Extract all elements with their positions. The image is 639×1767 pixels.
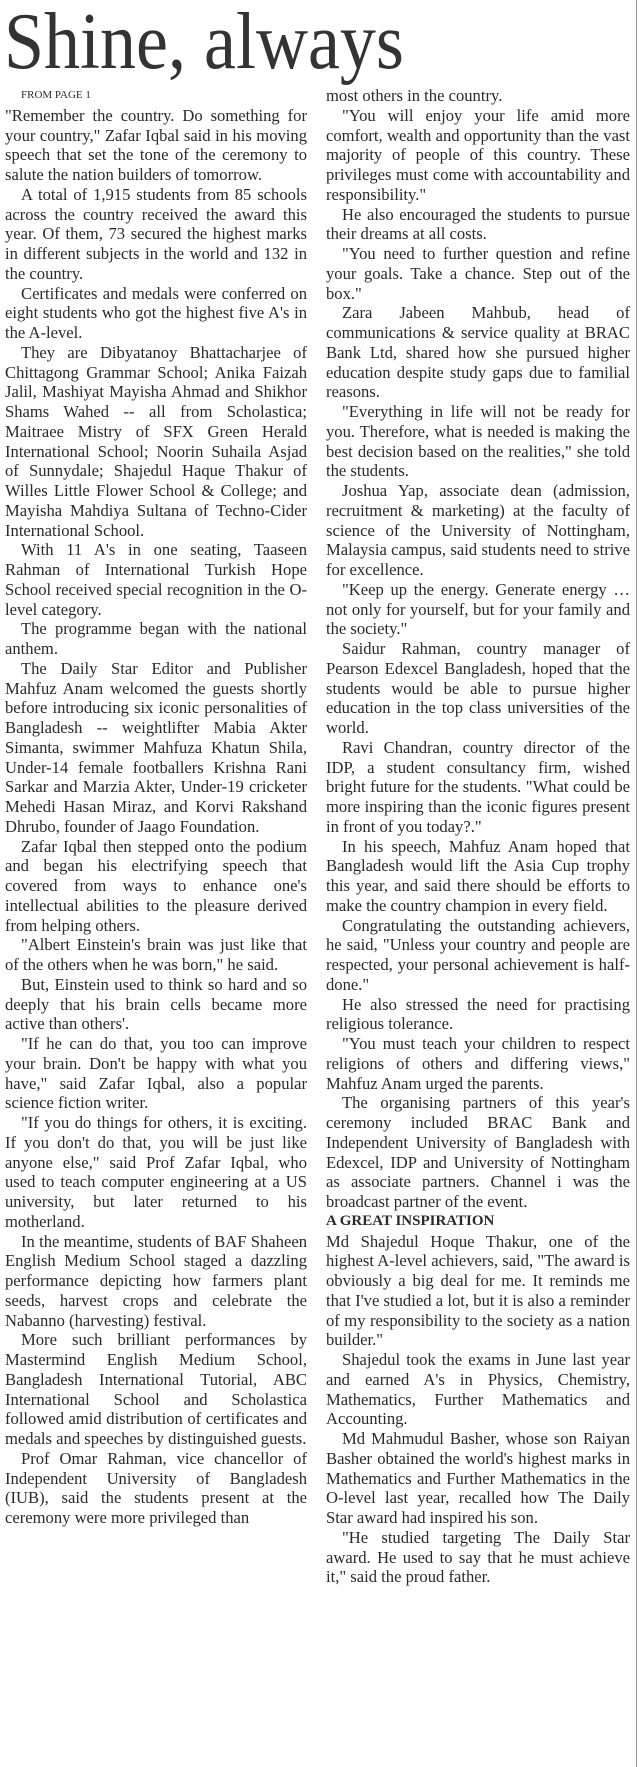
paragraph: Congratulating the outstanding achievers, he said, "Unless your country and people are respected, your personal achievement is half-done.": [326, 915, 630, 994]
paragraph: Md Mahmudul Basher, whose son Raiyan Basher obtained the world's highest marks in Mathematics and Further Mathematics in the O-level last year, recalled how The Daily Star award had inspired his son.: [326, 1429, 630, 1527]
paragraph: "You must teach your children to respect religions of others and differing views," Mahfuz Anam urged the parents.: [326, 1034, 630, 1093]
paragraph: Joshua Yap, associate dean (admission, recruitment & marketing) at the faculty of science of the University of Nottingham, Malaysia campus, said students need to strive for excellence.: [326, 481, 630, 579]
paragraph: With 11 A's in one seating, Taaseen Rahman of International Turkish Hope School received special recognition in the O-level category.: [5, 540, 307, 619]
paragraph: But, Einstein used to think so hard and so deeply that his brain cells became more active than others'.: [5, 974, 307, 1034]
article-column-right: [326, 86, 630, 1587]
paragraph: "If he can do that, you too can improve your brain. Don't be happy with what you have," said Zafar Iqbal, also a popular science fiction writer.: [5, 1034, 307, 1113]
paragraph: Zafar Iqbal then stepped onto the podium and began his electrifying speech that covered from ways to enhance one's intellectual abilities to the pleasure derived from helping others.: [5, 836, 307, 935]
paragraph: "You need to further question and refine your goals. Take a chance. Step out of the box.": [326, 244, 630, 303]
paragraph: Md Shajedul Hoque Thakur, one of the highest A-level achievers, said, "The award is obviously a big deal for me. It reminds me that I've studied a lot, but it is also a reminder of my responsibility to the society as a nation builder.": [326, 1231, 630, 1350]
kicker: FROM PAGE 1: [21, 89, 91, 101]
paragraph: "Everything in life will not be ready for you. Therefore, what is needed is making the best decision based on the realities," she told the students.: [326, 402, 630, 481]
paragraph: "You will enjoy your life amid more comfort, wealth and opportunity than the vast majority of people of this country. These privileges must come with accountability and responsibility.": [326, 105, 630, 204]
paragraph: "If you do things for others, it is exciting. If you don't do that, you will be just like anyone else," said Prof Zafar Iqbal, who used to teach computer engineering at a US university, but later returned to his motherland.: [5, 1113, 307, 1231]
paragraph: The organising partners of this year's ceremony included BRAC Bank and Independent University of Bangladesh with Edexcel, IDP and University of Nottingham as associate partners. Channel i was the broadcast partner of the event.: [326, 1093, 630, 1211]
paragraph: The programme began with the national anthem.: [5, 619, 307, 658]
paragraph: "Keep up the energy. Generate energy … not only for yourself, but for your family and the society.": [326, 579, 630, 639]
paragraph: Shajedul took the exams in June last year and earned A's in Physics, Chemistry, Mathematics, Further Mathematics and Accounting.: [326, 1350, 630, 1429]
page-edge-rule: [636, 0, 637, 1767]
paragraph: In his speech, Mahfuz Anam hoped that Bangladesh would lift the Asia Cup trophy this year, and said there should be efforts to make the country champion in every field.: [326, 836, 630, 915]
paragraph: A total of 1,915 students from 85 schools across the country received the award this year. Of them, 73 secured the highest marks in different subjects in the world and 132 in the country.: [5, 184, 307, 283]
article-column-left: [5, 86, 307, 1528]
paragraph: "He studied targeting The Daily Star award. He used to say that he must achieve it," said the proud father.: [326, 1527, 630, 1587]
paragraph: In the meantime, students of BAF Shaheen English Medium School staged a dazzling performance depicting how farmers plant seeds, harvest crops and celebrate the Nabanno (harvesting) festival.: [5, 1231, 307, 1330]
paragraph: They are Dibyatanoy Bhattacharjee of Chittagong Grammar School; Anika Faizah Jalil, Mashiyat Mayisha Ahmad and Shikhor Shams Wahed -- all from Scholastica; Maitraee Mistry of SFX Green Herald International School; Noorin Suhaila Asjad of Sunnydale; Shajedul Haque Thakur of Willes Little Flower School & College; and Mayisha Mahdiya Sultana of Techno-Cider International School.: [5, 342, 307, 540]
paragraph: "Remember the country. Do something for your country," Zafar Iqbal said in his moving speech that set the tone of the ceremony to salute the nation builders of tomorrow.: [5, 105, 307, 184]
paragraph: Prof Omar Rahman, vice chancellor of Independent University of Bangladesh (IUB), said the students present at the ceremony were more privileged than: [5, 1448, 307, 1527]
paragraph: He also stressed the need for practising religious tolerance.: [326, 994, 630, 1034]
subheading: A GREAT INSPIRATION: [326, 1212, 495, 1229]
headline: Shine, always: [4, 0, 404, 86]
paragraph: Certificates and medals were conferred on eight students who got the highest five A's in the A-level.: [5, 283, 307, 342]
paragraph: "Albert Einstein's brain was just like that of the others when he was born," he said.: [5, 935, 307, 974]
paragraph: Ravi Chandran, country director of the IDP, a student consultancy firm, wished bright future for the students. "What could be more inspiring than the iconic figures present in front of you today?.": [326, 737, 630, 836]
paragraph-continuation: most others in the country.: [326, 86, 503, 105]
paragraph: Saidur Rahman, country manager of Pearson Edexcel Bangladesh, hoped that the students would be able to pursue higher education in the top class universities of the world.: [326, 639, 630, 737]
paragraph: The Daily Star Editor and Publisher Mahfuz Anam welcomed the guests shortly before introducing six iconic personalities of Bangladesh -- weightlifter Mabia Akter Simanta, swimmer Mahfuza Khatun Shila, Under-14 female footballers Krishna Rani Sarkar and Marzia Akter, Under-19 cricketer Mehedi Hasan Miraz, and Korvi Rakshand Dhrubo, founder of Jaago Foundation.: [5, 658, 307, 836]
paragraph: More such brilliant performances by Mastermind English Medium School, Bangladesh International Tutorial, ABC International School and Scholastica followed amid distribution of certificates and medals and speeches by distinguished guests.: [5, 1330, 307, 1448]
paragraph: Zara Jabeen Mahbub, head of communications & service quality at BRAC Bank Ltd, shared how she pursued higher education despite study gaps due to familial reasons.: [326, 303, 630, 402]
paragraph: He also encouraged the students to pursue their dreams at all costs.: [326, 204, 630, 244]
